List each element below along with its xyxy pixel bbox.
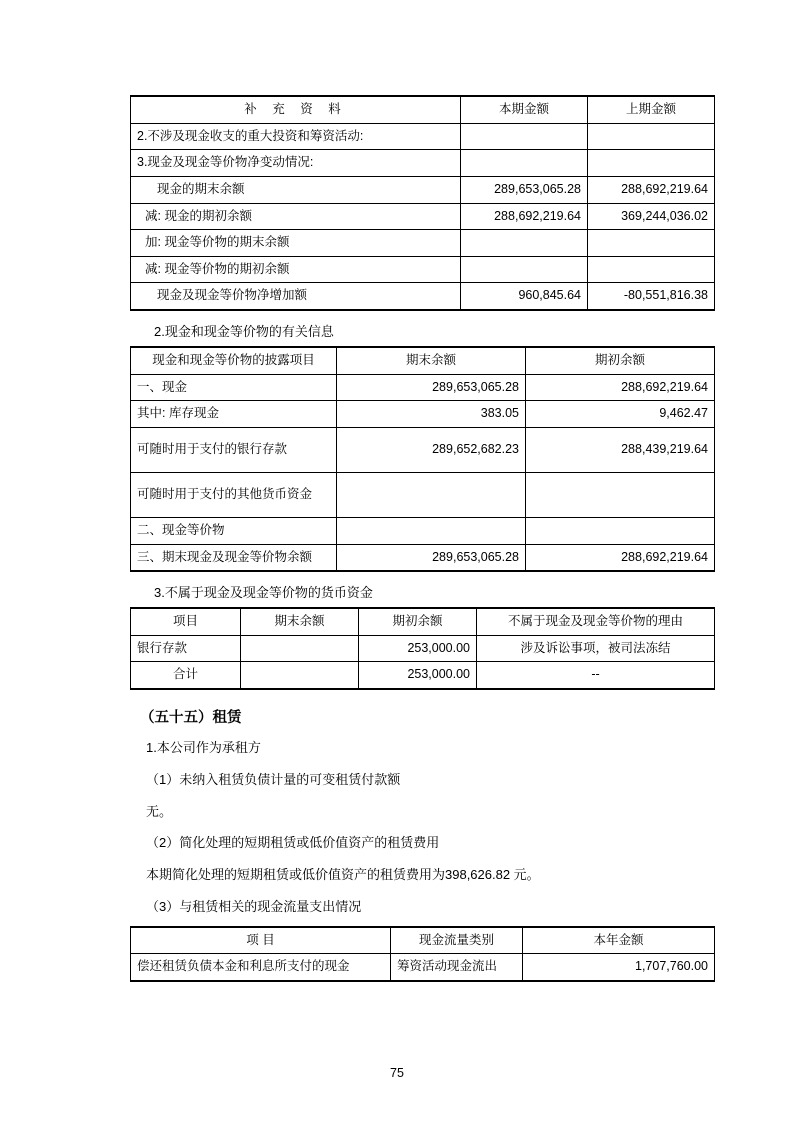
table-row: [131, 374, 715, 401]
table-row: [131, 230, 715, 257]
row-label: 3.现金及现金等价物净变动情况:: [131, 150, 461, 177]
row-ending: [337, 517, 526, 544]
table-row: [131, 635, 715, 662]
row-beginning: [526, 517, 715, 544]
col-header-item: 现金和现金等价物的披露项目: [131, 347, 337, 374]
lease-cashflow-table: [130, 926, 715, 982]
row-previous: [588, 150, 715, 177]
row-beginning: 288,692,219.64: [526, 544, 715, 571]
row-label: 合计: [131, 662, 241, 689]
row-label: 现金的期末余额: [131, 176, 461, 203]
lease-paragraph-6: （3）与租赁相关的现金流量支出情况: [146, 898, 362, 914]
table-row: [131, 954, 715, 981]
lease-paragraph-2: （1）未纳入租赁负债计量的可变租赁付款额: [146, 771, 401, 787]
row-previous: [588, 230, 715, 257]
table-row: [131, 123, 715, 150]
row-beginning: 253,000.00: [359, 662, 477, 689]
row-label: 2.不涉及现金收支的重大投资和筹资活动:: [131, 123, 461, 150]
col-header-item: 项 目: [131, 927, 391, 954]
section-3-caption: 3.不属于现金及现金等价物的货币资金: [154, 585, 373, 601]
table-row: [131, 176, 715, 203]
row-beginning: 288,439,219.64: [526, 427, 715, 472]
row-reason: --: [477, 662, 715, 689]
row-reason: 涉及诉讼事项，被司法冻结: [477, 635, 715, 662]
row-label: 二、现金等价物: [131, 517, 337, 544]
row-label: 加: 现金等价物的期末余额: [131, 230, 461, 257]
row-previous: -80,551,816.38: [588, 283, 715, 310]
row-ending: [337, 472, 526, 517]
section-2-caption: 2.现金和现金等价物的有关信息: [154, 324, 334, 339]
table-row: [131, 662, 715, 689]
table-header-row: [131, 96, 715, 123]
row-previous: 288,692,219.64: [588, 176, 715, 203]
table-row: [131, 427, 715, 472]
page-content: [130, 95, 714, 982]
table-header-row: [131, 927, 715, 954]
col-header-item: 项目: [131, 608, 241, 635]
col-header-previous: 上期金额: [588, 96, 715, 123]
table-row: [131, 544, 715, 571]
row-ending: 383.05: [337, 401, 526, 428]
row-current: 289,653,065.28: [461, 176, 588, 203]
row-label: 可随时用于支付的其他货币资金: [131, 472, 337, 517]
row-label: 银行存款: [131, 635, 241, 662]
table-row: [131, 401, 715, 428]
row-ending: [241, 635, 359, 662]
spacer: [130, 918, 714, 926]
row-current: 288,692,219.64: [461, 203, 588, 230]
lease-paragraph-4: （2）简化处理的短期租赁或低价值资产的租赁费用: [146, 835, 440, 851]
row-current: 960,845.64: [461, 283, 588, 310]
row-label: 可随时用于支付的银行存款: [131, 427, 337, 472]
table-header-row: [131, 608, 715, 635]
row-ending: [241, 662, 359, 689]
row-current: [461, 150, 588, 177]
lease-section-heading: （五十五）租赁: [140, 710, 242, 726]
row-current: [461, 256, 588, 283]
col-header-reason: 不属于现金及现金等价物的理由: [477, 608, 715, 635]
table-row: [131, 517, 715, 544]
row-label: 三、期末现金及现金等价物余额: [131, 544, 337, 571]
col-header-beginning: 期初余额: [359, 608, 477, 635]
row-ending: 289,652,682.23: [337, 427, 526, 472]
col-header-beginning: 期初余额: [526, 347, 715, 374]
row-previous: 369,244,036.02: [588, 203, 715, 230]
row-label: 减: 现金等价物的期初余额: [131, 256, 461, 283]
row-ending: 289,653,065.28: [337, 374, 526, 401]
col-header-ending: 期末余额: [337, 347, 526, 374]
lease-paragraph-5: 本期简化处理的短期租赁或低价值资产的租赁费用为398,626.82 元。: [146, 867, 540, 883]
row-beginning: 253,000.00: [359, 635, 477, 662]
page-number: 75: [390, 1066, 404, 1080]
table-row: [131, 256, 715, 283]
col-header-ending: 期末余额: [241, 608, 359, 635]
lease-paragraph-3: 无。: [146, 803, 173, 819]
row-beginning: 288,692,219.64: [526, 374, 715, 401]
row-category: 筹资活动现金流出: [391, 954, 523, 981]
table-header-row: [131, 347, 715, 374]
row-label: 偿还租赁负债本金和利息所支付的现金: [131, 954, 391, 981]
cash-equivalents-table: [130, 346, 715, 572]
row-amount: 1,707,760.00: [523, 954, 715, 981]
supplementary-info-table: [130, 95, 715, 311]
table-row: [131, 472, 715, 517]
row-label: 现金及现金等价物净增加额: [131, 283, 461, 310]
row-current: [461, 123, 588, 150]
row-current: [461, 230, 588, 257]
col-header-item: 补 充 资 料: [131, 96, 461, 123]
lease-paragraph-1: 1.本公司作为承租方: [146, 740, 261, 755]
row-label: 一、现金: [131, 374, 337, 401]
row-label: 减: 现金的期初余额: [131, 203, 461, 230]
table-row: [131, 203, 715, 230]
row-previous: [588, 256, 715, 283]
row-label: 其中: 库存现金: [131, 401, 337, 428]
restricted-funds-table: [130, 607, 715, 690]
table-row: [131, 283, 715, 310]
row-beginning: [526, 472, 715, 517]
col-header-amount: 本年金额: [523, 927, 715, 954]
col-header-current: 本期金额: [461, 96, 588, 123]
col-header-category: 现金流量类别: [391, 927, 523, 954]
row-previous: [588, 123, 715, 150]
table-row: [131, 150, 715, 177]
row-beginning: 9,462.47: [526, 401, 715, 428]
row-ending: 289,653,065.28: [337, 544, 526, 571]
